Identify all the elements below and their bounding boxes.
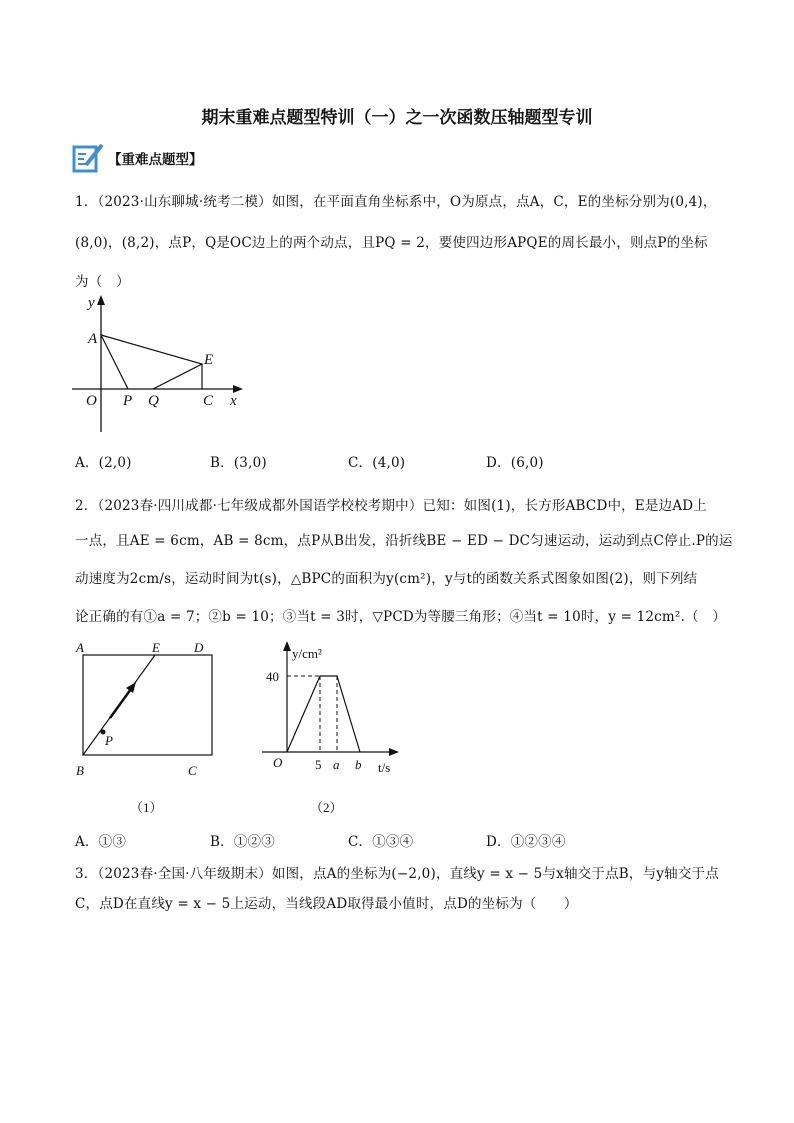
page-title: 期末重难点题型特训（一）之一次函数压轴题型专训 — [201, 108, 593, 128]
tick-a: a — [333, 757, 340, 772]
graph-line — [287, 676, 360, 752]
y-axis-label: y/cm² — [292, 646, 322, 661]
label-A: A — [76, 640, 84, 655]
label-x: x — [230, 393, 237, 409]
label-P: P — [105, 733, 113, 748]
q1-line: 1．（2023·山东聊城·统考二模）如图，在平面直角坐标系中，O为原点，点A，C，E的坐标分别为(0,4)， — [75, 194, 717, 210]
label-A: A — [88, 331, 98, 347]
label-E: E — [152, 640, 160, 655]
label-O: O — [273, 755, 283, 770]
x-arrow — [233, 385, 243, 393]
q2-option-c: C．①③④ — [348, 834, 414, 850]
label-B: B — [76, 763, 84, 778]
tick-5: 5 — [315, 757, 322, 772]
y-arrow — [97, 295, 105, 305]
q3-line: C，点D在直线y = x − 5上运动，当线段AD取得最小值时，点D的坐标为（ ） — [75, 896, 578, 912]
caption-2: （2） — [310, 800, 343, 815]
label-D: D — [194, 640, 204, 655]
quad-APQE — [101, 335, 202, 389]
q2-line: 动速度为2cm/s，运动时间为t(s)，△BPC的面积为y(cm²)，y与t的函数关系式图象如图(2)，则下列结 — [75, 571, 698, 587]
motion-arrow — [110, 689, 131, 718]
q2-option-a: A．①③ — [75, 834, 127, 850]
label-Q: Q — [148, 393, 159, 409]
label-E: E — [204, 352, 214, 368]
rect-ABCD — [83, 655, 212, 755]
q1-option-c: C．(4,0) — [348, 455, 406, 471]
q1-option-d: D．(6,0) — [486, 455, 544, 471]
label-C: C — [188, 763, 197, 778]
caption-1: （1） — [130, 800, 163, 815]
q1-line: 为（ ） — [75, 274, 130, 290]
q2-option-d: D．①②③④ — [486, 834, 566, 850]
arrow-head — [126, 682, 136, 693]
q3-line: 3．（2023春·全国·八年级期末）如图，点A的坐标为(−2,0)，直线y = x − 5与x轴交于点B，与y轴交于点 — [75, 866, 719, 882]
y-arrow — [283, 641, 291, 651]
x-arrow — [389, 748, 399, 756]
q1-line: (8,0)，(8,2)，点P，Q是OC边上的两个动点，且PQ = 2，要使四边形APQE的周长最小，则点P的坐标 — [75, 235, 708, 251]
q2-line: 一点，且AE = 6cm，AB = 8cm，点P从B出发，沿折线BE − ED − DC匀速运动，运动到点C停止.P的运 — [75, 533, 733, 549]
label-C: C — [203, 393, 214, 409]
q1-option-a: A．(2,0) — [75, 455, 132, 471]
x-axis-label: t/s — [378, 760, 391, 775]
tick-b: b — [355, 757, 362, 772]
q1-option-b: B．(3,0) — [210, 455, 267, 471]
q2-line: 2．（2023春·四川成都·七年级成都外国语学校校考期中）已知：如图(1)，长方形ABCD中，E是边AD上 — [75, 498, 708, 514]
q2-option-b: B．①②③ — [210, 834, 275, 850]
q2-line: 论正确的有①a = 7；②b = 10；③当t = 3时，▽PCD为等腰三角形；④当t = 10时，y = 12cm².（ ） — [75, 609, 727, 625]
section-label: 【重难点题型】 — [108, 152, 203, 168]
label-O: O — [86, 393, 97, 409]
label-y: y — [88, 295, 95, 311]
label-P: P — [123, 393, 133, 409]
tick-40: 40 — [266, 669, 279, 684]
